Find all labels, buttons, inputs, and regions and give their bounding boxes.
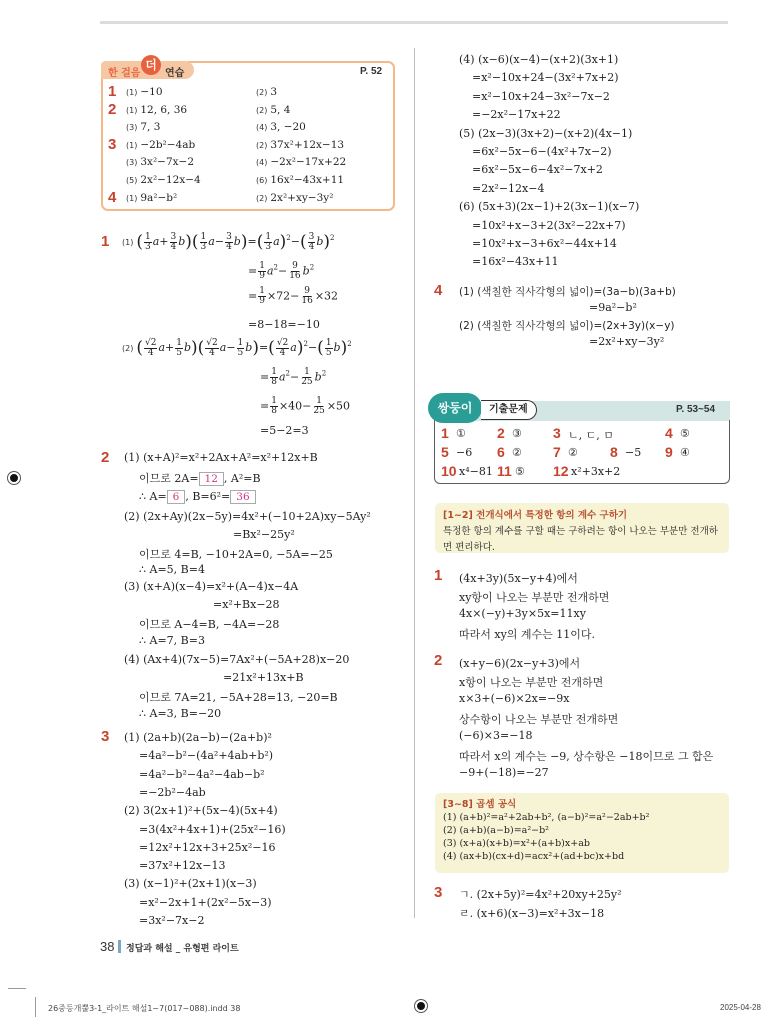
answer-item: (5) 2x²−12x−4 (126, 174, 201, 186)
answer-number: 10 (441, 463, 457, 479)
registration-mark-icon (415, 1000, 427, 1012)
question-number: 3 (101, 728, 110, 745)
column-divider (414, 48, 415, 918)
answer-item: (4) 3, −20 (256, 121, 306, 133)
footer-title: 정답과 해설 _ 유형편 라이트 (126, 944, 239, 954)
formula-line: (3) (x+a)(x+b)=x²+(a+b)x+ab (443, 838, 590, 849)
answer-number: 1 (441, 425, 449, 441)
solution-line: =37x²+12x−13 (139, 859, 226, 873)
solution-line: =21x²+13x+B (223, 671, 304, 684)
answer-value: −5 (625, 446, 642, 459)
solution-line: 이므로 A−4=B, −4A=−28 (139, 618, 280, 631)
twin-badge: 쌍둥이 (428, 393, 482, 423)
answer-value: ① (456, 427, 466, 440)
answer-value: ② (568, 446, 578, 459)
question-number: 1 (101, 233, 110, 250)
file-slug: 26중등개뿔3-1_라이트 해설1~7(017~088).indd 38 (48, 1004, 241, 1013)
solution-line: =Bx²−25y² (233, 528, 295, 541)
answer-number: 2 (108, 101, 117, 118)
answer-item: (1) −10 (126, 86, 163, 98)
answer-value: ③ (512, 427, 522, 440)
solution-line: 상수항이 나오는 부분만 전개하면 (459, 712, 619, 726)
top-rule (100, 21, 728, 24)
answer-blank: 12 (199, 472, 224, 486)
solution-line: =x²−10x+24−(3x²+7x+2) (472, 71, 619, 85)
question-number: 2 (434, 652, 443, 669)
answer-item: (2) 37x²+12x−13 (256, 139, 345, 151)
solution-line: = $\frac{1}{8}$ ×40− $\frac{1}{25}$ ×50 (260, 396, 351, 416)
solution-line: = $\frac{1}{9}$ $a^2-$ $\frac{9}{16}$ $b^2$ (248, 261, 315, 281)
solution-line: (2) (색칠한 직사각형의 넓이)=(2x+3y)(x−y) (459, 320, 675, 332)
solution-line: =2x²+xy−3y² (589, 335, 665, 348)
page-reference: P. 52 (360, 66, 383, 77)
solution-line: ∴ A=5, B=4 (139, 563, 205, 576)
solution-line: (6) (5x+3)(2x−1)+2(3x−1)(x−7) (459, 200, 640, 214)
answer-number: 7 (553, 444, 561, 460)
print-date: 2025-04-28 (720, 1003, 761, 1012)
answer-value: ④ (680, 446, 690, 459)
question-number: 1 (434, 567, 443, 584)
solution-line: 따라서 xy의 계수는 11이다. (459, 627, 596, 641)
solution-line: =x²+Bx−28 (213, 598, 280, 611)
formula-line: (2) (a+b)(a−b)=a²−b² (443, 825, 549, 836)
solution-line: (1) ( $\frac{1}{3}$ a+ $\frac{3}{4}$ b)( $\frac{1}{3}$ a− $\frac{3}{4}$ b)=( $\frac{1}{3}$ a)$^2$−( $\frac{3}{4}$ b)$^2$ (122, 231, 335, 252)
answer-number: 3 (553, 425, 561, 441)
solution-line: = $\frac{1}{8}$ $a^2-$ $\frac{1}{25}$ $b^2$ (260, 367, 327, 387)
solution-line: ∴ A= 6 , B=6²= 36 (139, 490, 256, 504)
crop-mark (8, 988, 26, 989)
answer-number: 1 (108, 83, 117, 100)
answer-number: 6 (497, 444, 505, 460)
answer-blank: 36 (230, 490, 255, 504)
answer-item: (2) 3 (256, 86, 278, 98)
solution-line: =12x²+12x+3+25x²−16 (139, 840, 276, 854)
answer-number: 9 (665, 444, 673, 460)
page-number: 38 (100, 939, 115, 954)
solution-line: 4x×(−y)+3y×5x=11xy (459, 607, 586, 620)
footer-divider (118, 940, 121, 953)
solution-line: =4a²−b²−4a²−4ab−b² (139, 767, 265, 781)
answer-item: (1) 12, 6, 36 (126, 104, 188, 116)
solution-line: (4x+3y)(5x−y+4)에서 (459, 572, 578, 585)
answer-item: (2) 5, 4 (256, 104, 291, 116)
answer-value: x⁴−81 (459, 465, 493, 478)
solution-line: =10x²+x−3+6x²−44x+14 (472, 237, 617, 250)
solution-line: =6x²−5x−6−(4x²+7x−2) (472, 145, 612, 158)
tip-heading: [3~8] 곱셈 공식 (443, 799, 517, 810)
solution-line: ∴ A=3, B=−20 (139, 707, 222, 720)
solution-line: (2) 3(2x+1)²+(5x−4)(5x+4) (124, 804, 278, 818)
answer-value: ⑤ (680, 427, 690, 440)
question-number: 4 (434, 282, 443, 299)
answer-item: (2) 2x²+xy−3y² (256, 192, 334, 204)
question-number: 3 (434, 884, 443, 901)
answer-number: 11 (497, 463, 512, 479)
solution-line: (4) (Ax+4)(7x−5)=7Ax²+(−5A+28)x−20 (124, 653, 350, 666)
answer-item: (4) −2x²−17x+22 (256, 156, 347, 168)
solution-line: 따라서 x의 계수는 −9, 상수항은 −18이므로 그 합은 (459, 749, 714, 763)
solution-line: 이므로 2A= 12 , A²=B (139, 472, 261, 485)
tab-circle-badge: 더 (141, 55, 161, 75)
solution-line: (2) (2x+Ay)(2x−5y)=4x²+(−10+2A)xy−5Ay² (124, 510, 371, 523)
solution-line: ㄱ. (2x+5y)²=4x²+20xy+25y² (459, 888, 622, 901)
solution-line: (1) (x+A)²=x²+2Ax+A²=x²+12x+B (124, 451, 318, 464)
answer-number: 4 (665, 425, 673, 441)
solution-line: =x²−2x+1+(2x²−5x−3) (139, 895, 272, 909)
solution-line: =−2b²−4ab (139, 785, 206, 799)
solution-line: xy항이 나오는 부분만 전개하면 (459, 590, 610, 604)
solution-line: x×3+(−6)×2x=−9x (459, 692, 570, 705)
solution-line: 이므로 4=B, −10+2A=0, −5A=−25 (139, 548, 333, 561)
solution-line: =6x²−5x−6−4x²−7x+2 (472, 163, 603, 177)
solution-line: (1) (색칠한 직사각형의 넓이)=(3a−b)(3a+b) (459, 286, 676, 298)
solution-line: =5−2=3 (260, 424, 309, 437)
formula-line: (1) (a+b)²=a²+2ab+b², (a−b)²=a²−2ab+b² (443, 812, 650, 823)
solution-line: =−2x²−17x+22 (472, 108, 561, 122)
answer-item: (1) 9a²−b² (126, 192, 178, 204)
answer-item: (6) 16x²−43x+11 (256, 174, 345, 186)
solution-line: = $\frac{1}{9}$ ×72− $\frac{9}{16}$ ×32 (248, 286, 339, 306)
solution-line: (5) (2x−3)(3x+2)−(x+2)(4x−1) (459, 126, 633, 140)
solution-line: (3) (x−1)²+(2x+1)(x−3) (124, 877, 257, 891)
box-tab-step-up (101, 58, 194, 79)
solution-line: (x+y−6)(2x−y+3)에서 (459, 657, 581, 670)
solution-line: =16x²−43x+11 (472, 255, 559, 269)
answer-blank: 6 (167, 490, 186, 504)
answer-number: 3 (108, 136, 117, 153)
tip-body: 특정한 항의 계수를 구할 때는 구하려는 항이 나오는 부분만 전개하면 편리하다. (443, 526, 718, 553)
tip-box (435, 503, 729, 553)
answer-value: x²+3x+2 (571, 465, 621, 478)
solution-line: (4) (x−6)(x−4)−(x+2)(3x+1) (459, 53, 619, 66)
answer-item: (3) 3x²−7x−2 (126, 156, 195, 168)
formula-line: (4) (ax+b)(cx+d)=acx²+(ad+bc)x+bd (443, 851, 625, 862)
solution-line: ㄹ. (x+6)(x−3)=x²+3x−18 (459, 907, 605, 920)
solution-line: (1) (2a+b)(2a−b)−(2a+b)² (124, 731, 272, 744)
solution-line: (3) (x+A)(x−4)=x²+(A−4)x−4A (124, 580, 299, 593)
solution-line: =8−18=−10 (248, 318, 320, 331)
solution-line: −9+(−18)=−27 (459, 766, 549, 779)
answer-number: 12 (553, 463, 569, 479)
crop-mark (35, 997, 36, 1017)
page-reference: P. 53~54 (676, 404, 716, 415)
answer-item: (1) −2b²−4ab (126, 139, 196, 151)
answer-item: (3) 7, 3 (126, 121, 161, 133)
tab-label-left: 한 걸음 (108, 68, 141, 79)
formula-list (443, 811, 721, 863)
answer-number: 4 (108, 189, 117, 206)
solution-line: ∴ A=7, B=3 (139, 634, 205, 647)
solution-line: =10x²+x−3+2(3x²−22x+7) (472, 218, 626, 232)
tip-heading: [1~2] 전개식에서 특정한 항의 계수 구하기 (443, 510, 628, 521)
answer-value: ㄴ, ㄷ, ㅁ (568, 429, 614, 442)
tab-label-right: 연습 (165, 68, 185, 79)
solution-line: =9a²−b² (589, 301, 637, 314)
solution-line: (2) ( $\frac{√2}{4}$ a+ $\frac{1}{5}$ b)( $\frac{√2}{4}$ a− $\frac{1}{5}$ b)=( $\frac{√2}{4}$ a)$^2$−( $\frac{1}{5}$ b)$^2$ (122, 337, 352, 358)
solution-line: =3x²−7x−2 (139, 914, 205, 927)
solution-line: =4a²−b²−(4a²+4ab+b²) (139, 749, 274, 763)
answer-value: ⑤ (515, 465, 525, 478)
answer-number: 5 (441, 444, 449, 460)
answer-value: ② (512, 446, 522, 459)
twin-pill-label: 기출문제 (481, 400, 537, 420)
tip-box-formulas (435, 793, 729, 873)
solution-line: x항이 나오는 부분만 전개하면 (459, 675, 604, 689)
answer-number: 8 (610, 444, 618, 460)
answer-number: 2 (497, 425, 505, 441)
solution-line: (−6)×3=−18 (459, 729, 533, 742)
answer-box-step-up (101, 61, 395, 211)
solution-line: =x²−10x+24−3x²−7x−2 (472, 89, 610, 103)
solution-line: =3(4x²+4x+1)+(25x²−16) (139, 822, 286, 836)
registration-mark-icon (8, 472, 20, 484)
solution-line: 이므로 7A=21, −5A+28=13, −20=B (139, 691, 338, 704)
question-number: 2 (101, 449, 110, 466)
answer-value: −6 (456, 446, 473, 459)
solution-line: =2x²−12x−4 (472, 181, 545, 195)
